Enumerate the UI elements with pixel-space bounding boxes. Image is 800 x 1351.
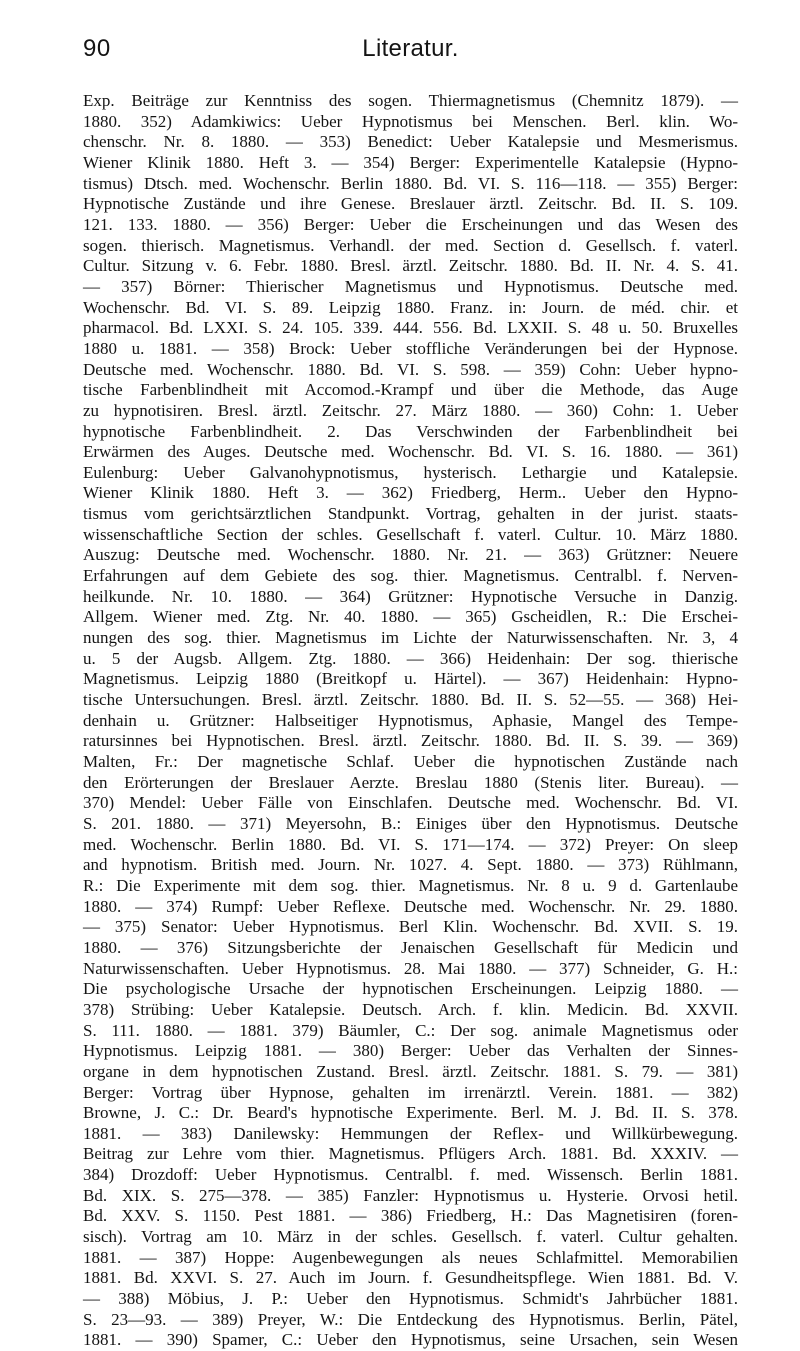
bibliography-text (83, 91, 738, 1351)
text-line: Wochenschr. Bd. VI. S. 89. Leipzig 1880. Franz. in: Journ. de méd. chir. et (83, 297, 738, 317)
text-line: tische Farbenblindheit mit Accomod.-Krampf und über die Methode, das Auge (83, 380, 738, 400)
text-line: tismus vom gerichtsärztlichen Standpunkt. Vortrag, gehalten in der jurist. staats- (83, 504, 738, 524)
text-line: Beitrag zur Lehre vom thier. Magnetismus. Pflügers Arch. 1881. Bd. XXXIV. — (83, 1144, 738, 1164)
text-line: 121. 133. 1880. — 356) Berger: Ueber die Erscheinungen und das Wesen des (83, 214, 738, 234)
text-line: R.: Die Experimente mit dem sog. thier. Magnetismus. Nr. 8 u. 9 d. Gartenlaube (83, 875, 738, 895)
text-line: and hypnotism. British med. Journ. Nr. 1027. 4. Sept. 1880. — 373) Rühlmann, (83, 855, 738, 875)
text-line: 370) Mendel: Ueber Fälle von Einschlafen. Deutsche med. Wochenschr. Bd. VI. (83, 793, 738, 813)
text-line: Erfahrungen auf dem Gebiete des sog. thier. Magnetismus. Centralbl. f. Nerven- (83, 566, 738, 586)
text-line: nungen des sog. thier. Magnetismus im Lichte der Naturwissenschaften. Nr. 3, 4 (83, 628, 738, 648)
text-line: hypnotische Farbenblindheit. 2. Das Verschwinden der Farbenblindheit bei (83, 421, 738, 441)
text-line: Erwärmen des Auges. Deutsche med. Wochenschr. Bd. VI. S. 16. 1880. — 361) (83, 442, 738, 462)
text-line: sogen. thierisch. Magnetismus. Verhandl. der med. Section d. Gesellsch. f. vaterl. (83, 235, 738, 255)
text-line: tismus) Dtsch. med. Wochenschr. Berlin 1880. Bd. VI. S. 116—118. — 355) Berger: (83, 173, 738, 193)
page-number: 90 (83, 35, 111, 62)
text-line: 1881. — 390) Spamer, C.: Ueber den Hypnotismus, seine Ursachen, sein Wesen (83, 1330, 738, 1350)
text-line: Berger: Vortrag über Hypnose, gehalten im irrenärztl. Verein. 1881. — 382) (83, 1082, 738, 1102)
text-line: Allgem. Wiener med. Ztg. Nr. 40. 1880. — 365) Gscheidlen, R.: Die Erschei- (83, 607, 738, 627)
text-line: S. 201. 1880. — 371) Meyersohn, B.: Einiges über den Hypnotismus. Deutsche (83, 813, 738, 833)
text-line: Naturwissenschaften. Ueber Hypnotismus. 28. Mai 1880. — 377) Schneider, G. H.: (83, 958, 738, 978)
text-line: 1880. — 376) Sitzungsberichte der Jenaischen Gesellschaft für Medicin und (83, 937, 738, 957)
text-line: organe in dem hypnotischen Zustand. Bresl. ärztl. Zeitschr. 1881. S. 79. — 381) (83, 1061, 738, 1081)
text-line: ratursinnes bei Hypnotischen. Bresl. ärztl. Zeitschr. 1880. Bd. II. S. 39. — 369) (83, 731, 738, 751)
text-line: 378) Strübing: Ueber Katalepsie. Deutsch. Arch. f. klin. Medicin. Bd. XXVII. (83, 999, 738, 1019)
text-line: Exp. Beiträge zur Kenntniss des sogen. Thiermagnetismus (Chemnitz 1879). — (83, 91, 738, 110)
text-line: 1880. — 374) Rumpf: Ueber Reflexe. Deutsche med. Wochenschr. Nr. 29. 1880. (83, 896, 738, 916)
text-line: Bd. XXV. S. 1150. Pest 1881. — 386) Friedberg, H.: Das Magnetisiren (foren- (83, 1206, 738, 1226)
text-line: pharmacol. Bd. LXXI. S. 24. 105. 339. 444. 556. Bd. LXXII. S. 48 u. 50. Bruxelles (83, 318, 738, 338)
text-line: — 357) Börner: Thierischer Magnetismus und Hypnotismus. Deutsche med. (83, 276, 738, 296)
text-line: zu hypnotisiren. Bresl. ärztl. Zeitschr. 27. März 1880. — 360) Cohn: 1. Ueber (83, 400, 738, 420)
text-line: Cultur. Sitzung v. 6. Febr. 1880. Bresl. ärztl. Zeitschr. 1880. Bd. II. Nr. 4. S. 41. (83, 256, 738, 276)
text-line: wissenschaftliche Section der schles. Gesellschaft f. vaterl. Cultur. 10. März 1880. (83, 524, 738, 544)
text-line: Browne, J. C.: Dr. Beard's hypnotische Experimente. Berl. M. J. Bd. II. S. 378. (83, 1103, 738, 1123)
text-line: Eulenburg: Ueber Galvanohypnotismus, hysterisch. Lethargie und Katalepsie. (83, 462, 738, 482)
text-line: Deutsche med. Wochenschr. 1880. Bd. VI. S. 598. — 359) Cohn: Ueber hypno- (83, 359, 738, 379)
text-line: heilkunde. Nr. 10. 1880. — 364) Grützner: Hypnotische Versuche in Danzig. (83, 586, 738, 606)
page-header (83, 34, 738, 64)
text-line: Hypnotismus. Leipzig 1881. — 380) Berger: Ueber das Verhalten der Sinnes- (83, 1041, 738, 1061)
text-line: 384) Drozdoff: Ueber Hypnotismus. Centralbl. f. med. Wissensch. Berlin 1881. (83, 1165, 738, 1185)
text-line: Malten, Fr.: Der magnetische Schlaf. Ueber die hypnotischen Zustände nach (83, 752, 738, 771)
text-line: S. 23—93. — 389) Preyer, W.: Die Entdeckung des Hypnotismus. Berlin, Pätel, (83, 1309, 738, 1329)
running-title: Literatur. (362, 35, 459, 62)
text-line: denhain u. Grützner: Halbseitiger Hypnotismus, Aphasie, Mangel des Tempe- (83, 710, 738, 730)
text-line: 1881. — 383) Danilewsky: Hemmungen der Reflex- und Willkürbewegung. (83, 1123, 738, 1143)
text-line: Magnetismus. Leipzig 1880 (Breitkopf u. Härtel). — 367) Heidenhain: Hypno- (83, 669, 738, 689)
text-line: — 375) Senator: Ueber Hypnotismus. Berl Klin. Wochenschr. Bd. XVII. S. 19. (83, 917, 738, 937)
text-line: den Erörterungen der Breslauer Aerzte. Breslau 1880 (Stenis liter. Bureau). — (83, 772, 738, 792)
text-line: med. Wochenschr. Berlin 1880. Bd. VI. S. 171—174. — 372) Preyer: On sleep (83, 834, 738, 854)
text-line: 1881. Bd. XXVI. S. 27. Auch im Journ. f. Gesundheitspflege. Wien 1881. Bd. V. (83, 1268, 738, 1288)
text-line: Hypnotische Zustände und ihre Genese. Breslauer ärztl. Zeitschr. Bd. II. S. 109. (83, 194, 738, 214)
text-line: S. 111. 1880. — 1881. 379) Bäumler, C.: Der sog. animale Magnetismus oder (83, 1020, 738, 1040)
text-line: Wiener Klinik 1880. Heft 3. — 362) Friedberg, Herm.. Ueber den Hypno- (83, 483, 738, 503)
text-line: Bd. XIX. S. 275—378. — 385) Fanzler: Hypnotismus u. Hysterie. Orvosi hetil. (83, 1185, 738, 1205)
text-line: sisch). Vortrag am 10. März in der schles. Gesellsch. f. vaterl. Cultur gehalten. (83, 1227, 738, 1247)
text-line: Auszug: Deutsche med. Wochenschr. 1880. Nr. 21. — 363) Grützner: Neuere (83, 545, 738, 565)
text-line: 1881. — 387) Hoppe: Augenbewegungen als neues Schlafmittel. Memorabilien (83, 1247, 738, 1267)
text-line: tische Untersuchungen. Bresl. ärztl. Zeitschr. 1880. Bd. II. S. 52—55. — 368) Hei- (83, 690, 738, 710)
text-line: — 388) Möbius, J. P.: Ueber den Hypnotismus. Schmidt's Jahrbücher 1881. (83, 1289, 738, 1309)
text-line: 1880. 352) Adamkiwics: Ueber Hypnotismus bei Menschen. Berl. klin. Wo- (83, 111, 738, 131)
text-line: u. 5 der Augsb. Allgem. Ztg. 1880. — 366) Heidenhain: Der sog. thierische (83, 648, 738, 668)
text-line: Wiener Klinik 1880. Heft 3. — 354) Berger: Experimentelle Katalepsie (Hypno- (83, 152, 738, 172)
text-line: 1880 u. 1881. — 358) Brock: Ueber stoffliche Veränderungen bei der Hypnose. (83, 338, 738, 358)
text-line: Die psychologische Ursache der hypnotischen Erscheinungen. Leipzig 1880. — (83, 979, 738, 999)
text-line: chenschr. Nr. 8. 1880. — 353) Benedict: Ueber Katalepsie und Mesmerismus. (83, 132, 738, 152)
